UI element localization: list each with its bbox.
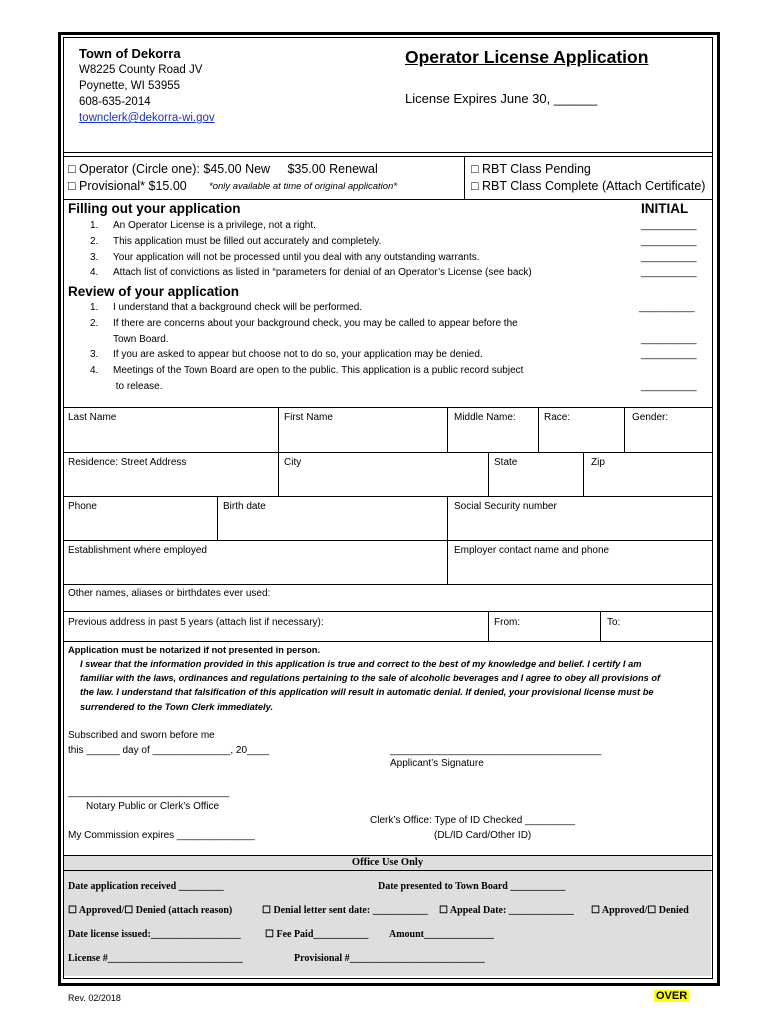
oath-text: the law. I understand that falsification of this application will result in automatic denial. If denied, your provisional license must be [80, 687, 654, 697]
initial-heading: INITIAL [641, 201, 689, 216]
oath-text: I swear that the information provided in this application is true and correct to the best of my knowledge and belief. I certify I am [80, 659, 642, 669]
divider [63, 540, 713, 541]
operator-option[interactable]: □ Operator (Circle one): $45.00 New $35.00 Renewal [68, 162, 378, 176]
provisional-number-field[interactable]: Provisional #___________________________ [294, 953, 485, 964]
divider [63, 496, 713, 497]
initial-field[interactable]: __________ [641, 220, 697, 231]
employer-contact-field[interactable]: Employer contact name and phone [454, 545, 610, 556]
review-item-text: to release. [113, 381, 163, 392]
review-item-text: If you are asked to appear but choose not to do so, your application may be denied. [113, 349, 483, 360]
divider [63, 407, 713, 408]
town-name: Town of Dekorra [79, 46, 181, 61]
initial-field[interactable]: __________ [639, 302, 695, 313]
state-field[interactable]: State [494, 457, 518, 468]
amount-field[interactable]: Amount______________ [389, 929, 495, 940]
other-names-field[interactable]: Other names, aliases or birthdates ever used: [68, 588, 271, 599]
review-heading: Review of your application [68, 284, 240, 299]
filling-item-text: Attach list of convictions as listed in “parameters for denial of an Operator’s License (see back) [113, 267, 532, 278]
divider [63, 156, 713, 157]
filling-item-num: 3. [90, 252, 99, 263]
phone-field[interactable]: Phone [68, 501, 97, 512]
provisional-option[interactable]: □ Provisional* $15.00 [68, 179, 187, 193]
oath-text: familiar with the laws, ordinances and regulations pertaining to the sale of alcoholic beverages and I agree to obey all provisions of [80, 673, 661, 683]
email-link[interactable]: townclerk@dekorra-wi.gov [79, 112, 215, 124]
from-field[interactable]: From: [494, 617, 521, 628]
provisional-note: *only available at time of original application* [209, 181, 398, 192]
divider [464, 157, 465, 199]
review-item-num: 3. [90, 349, 99, 360]
date-issued-field[interactable]: Date license issued:__________________ [68, 929, 241, 940]
applicant-signature-label: Applicant’s Signature [390, 758, 484, 769]
last-name-field[interactable]: Last Name [68, 412, 117, 423]
final-approved-denied-checkbox[interactable]: ☐ Approved/☐ Denied [591, 905, 689, 916]
form-title: Operator License Application [405, 47, 649, 67]
id-checked-field[interactable]: Clerk’s Office: Type of ID Checked _________ [370, 815, 576, 826]
previous-address-field[interactable]: Previous address in past 5 years (attach list if necessary): [68, 617, 324, 628]
filling-item-num: 1. [90, 220, 99, 231]
license-number-field[interactable]: License #___________________________ [68, 953, 243, 964]
initial-field[interactable]: __________ [641, 267, 697, 278]
filling-heading: Filling out your application [68, 201, 241, 216]
filling-item-text: This application must be filled out accurately and completely. [113, 236, 382, 247]
divider [63, 584, 713, 585]
revision-date: Rev. 02/2018 [68, 993, 121, 1003]
divider [63, 152, 713, 153]
notary-label: Notary Public or Clerk’s Office [86, 801, 220, 812]
first-name-field[interactable]: First Name [284, 412, 333, 423]
approved-denied-checkbox[interactable]: ☐ Approved/☐ Denied (attach reason) [68, 905, 233, 916]
divider [600, 611, 601, 641]
review-item-num: 4. [90, 365, 99, 376]
license-expires: License Expires June 30, ______ [405, 91, 598, 106]
divider [217, 496, 218, 540]
divider [63, 199, 713, 200]
initial-field[interactable]: __________ [641, 334, 697, 345]
review-item-num: 2. [90, 318, 99, 329]
commission-expires-field[interactable]: My Commission expires ______________ [68, 830, 255, 841]
rbt-pending-option[interactable]: □ RBT Class Pending [471, 162, 591, 176]
filling-item-num: 2. [90, 236, 99, 247]
review-item-text: If there are concerns about your background check, you may be called to appear before the [113, 318, 518, 329]
divider [538, 407, 539, 452]
notary-signature-line[interactable]: _____________________________ [68, 787, 230, 798]
rbt-complete-option[interactable]: □ RBT Class Complete (Attach Certificate) [471, 179, 706, 193]
divider [278, 407, 279, 452]
review-item-text: I understand that a background check will be performed. [113, 302, 363, 313]
filling-item-text: An Operator License is a privilege, not a right. [113, 220, 316, 231]
divider [63, 855, 713, 856]
initial-field[interactable]: __________ [641, 381, 697, 392]
over-label: OVER [656, 990, 688, 1002]
filling-item-num: 4. [90, 267, 99, 278]
middle-name-field[interactable]: Middle Name: [454, 412, 516, 423]
to-field[interactable]: To: [607, 617, 621, 628]
review-item-num: 1. [90, 302, 99, 313]
divider [278, 452, 279, 496]
divider [488, 452, 489, 496]
denial-letter-field[interactable]: ☐ Denial letter sent date: ___________ [262, 905, 428, 916]
date-presented-field[interactable]: Date presented to Town Board ___________ [378, 881, 566, 892]
filling-item-text: Your application will not be processed until you deal with any outstanding warrants. [113, 252, 480, 263]
address-line1: W8225 County Road JV [79, 64, 203, 76]
divider [63, 641, 713, 642]
review-item-text: Town Board. [113, 334, 169, 345]
sworn-date-line[interactable]: this ______ day of ______________, 20____ [68, 745, 270, 756]
date-received-field[interactable]: Date application received _________ [68, 881, 224, 892]
street-address-field[interactable]: Residence: Street Address [68, 457, 187, 468]
divider [63, 452, 713, 453]
gender-field[interactable]: Gender: [632, 412, 669, 423]
review-item-text: Meetings of the Town Board are open to the public. This application is a public record subject [113, 365, 524, 376]
initial-field[interactable]: __________ [641, 349, 697, 360]
fee-paid-checkbox[interactable]: ☐ Fee Paid___________ [265, 929, 369, 940]
city-field[interactable]: City [284, 457, 302, 468]
ssn-field[interactable]: Social Security number [454, 501, 557, 512]
phone-number: 608-635-2014 [79, 96, 151, 108]
divider [63, 870, 713, 871]
initial-field[interactable]: __________ [641, 236, 697, 247]
establishment-field[interactable]: Establishment where employed [68, 545, 207, 556]
address-line2: Poynette, WI 53955 [79, 80, 181, 92]
divider [63, 611, 713, 612]
divider [447, 407, 448, 452]
birth-date-field[interactable]: Birth date [223, 501, 266, 512]
divider [583, 452, 584, 496]
initial-field[interactable]: __________ [641, 252, 697, 263]
divider [624, 407, 625, 452]
office-use-heading: Office Use Only [351, 857, 424, 868]
id-types-label: (DL/ID Card/Other ID) [434, 830, 532, 841]
race-field[interactable]: Race: [544, 412, 571, 423]
zip-field[interactable]: Zip [591, 457, 605, 468]
appeal-date-field[interactable]: ☐ Appeal Date: _____________ [439, 905, 574, 916]
subscribed-text: Subscribed and sworn before me [68, 730, 215, 741]
oath-text: surrendered to the Town Clerk immediately. [80, 702, 274, 712]
divider [488, 611, 489, 641]
notarize-notice: Application must be notarized if not presented in person. [68, 645, 321, 655]
applicant-signature-line[interactable]: ______________________________________ [390, 745, 602, 756]
